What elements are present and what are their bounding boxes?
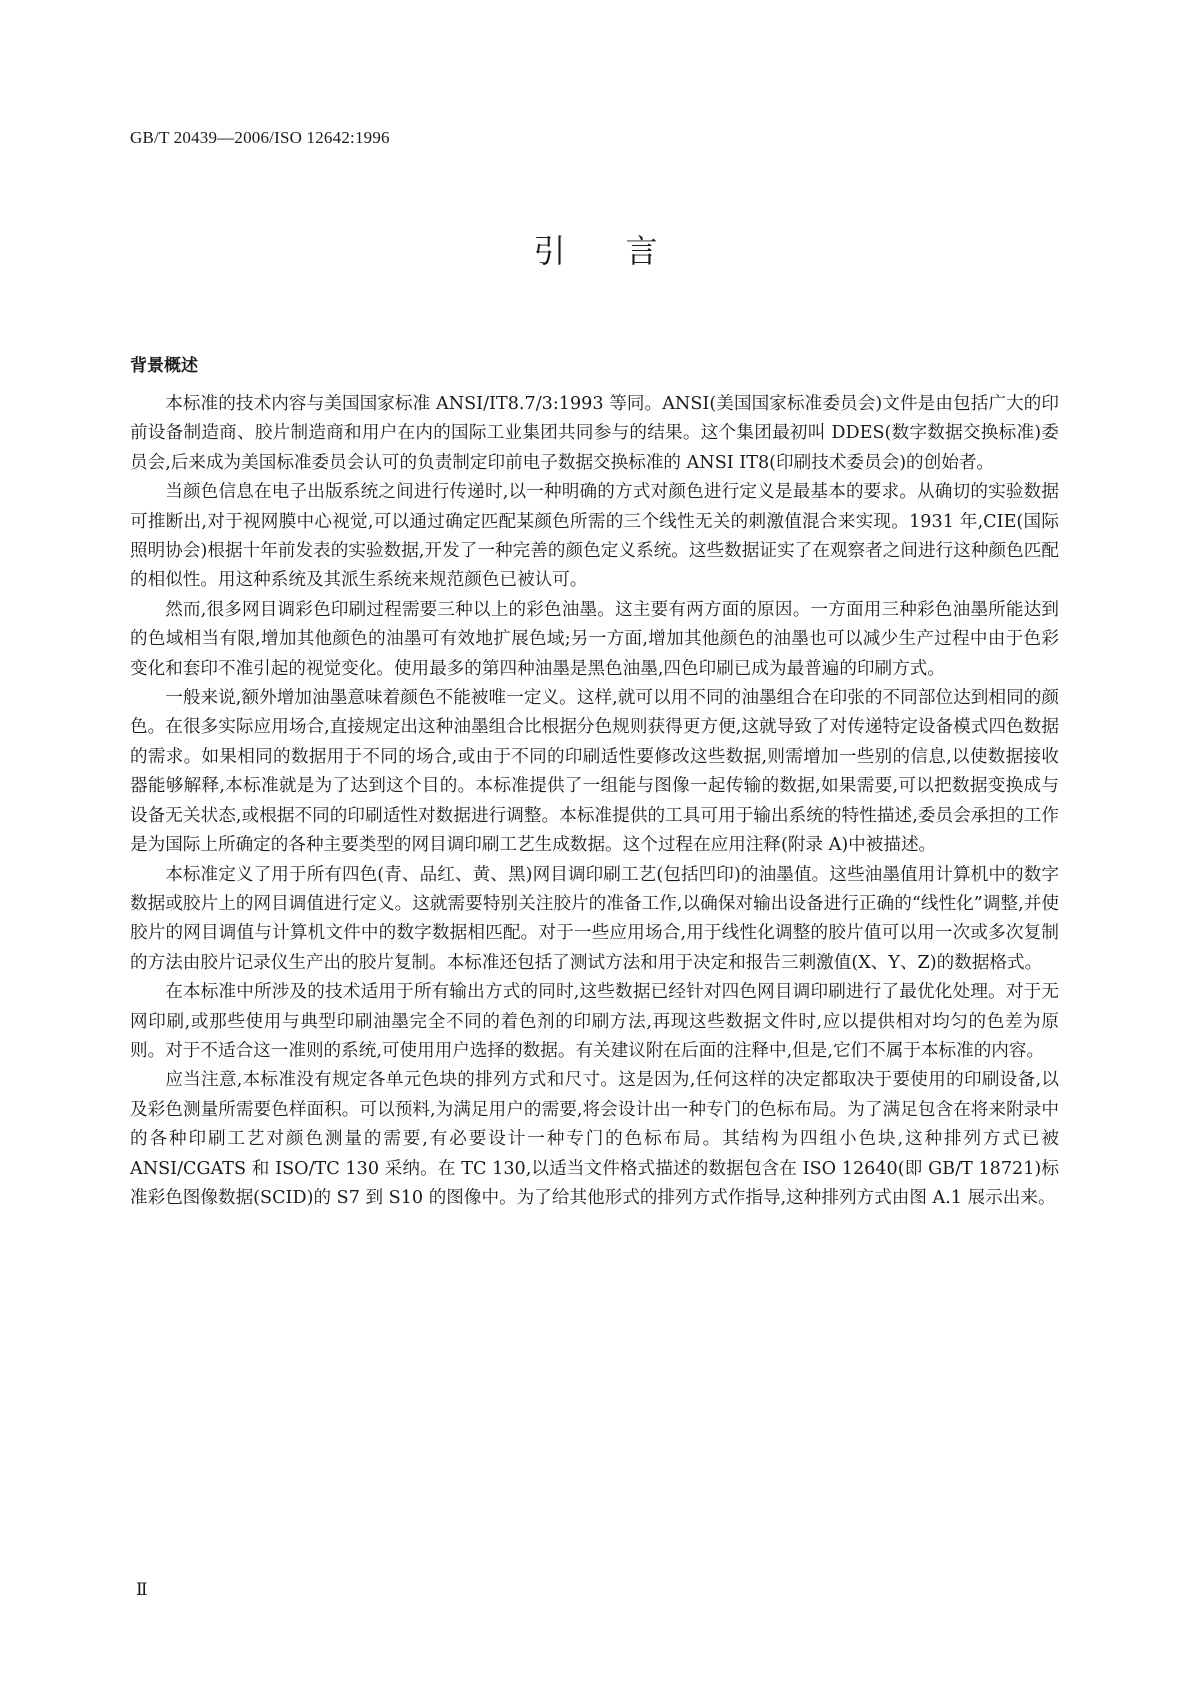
body-text bbox=[130, 390, 1059, 1213]
paragraph-5: 本标准定义了用于所有四色(青、品红、黄、黑)网目调印刷工艺(包括凹印)的油墨值。这些油墨值用计算机中的数字数据或胶片上的网目调值进行定义。这就需要特别关注胶片的准备工作,以确保对输出设备进行正确的“线性化”调整,并使胶片的网目调值与计算机文件中的数字数据相匹配。对于一些应用场合,用于线性化调整的胶片值可以用一次或多次复制的方法由胶片记录仪生产出的胶片复制。本标准还包括了测试方法和用于决定和报告三刺激值(X、Y、Z)的数据格式。 bbox=[130, 864, 1059, 973]
document-header-code: GB/T 20439—2006/ISO 12642:1996 bbox=[130, 128, 390, 147]
section-heading-background: 背景概述 bbox=[130, 356, 198, 376]
paragraph-3: 然而,很多网目调彩色印刷过程需要三种以上的彩色油墨。这主要有两方面的原因。一方面用三种彩色油墨所能达到的色域相当有限,增加其他颜色的油墨可有效地扩展色域;另一方面,增加其他颜色的油墨也可以减少生产过程中由于色彩变化和套印不准引起的视觉变化。使用最多的第四种油墨是黑色油墨,四色印刷已成为最普遍的印刷方式。 bbox=[130, 599, 1059, 679]
paragraph-2: 当颜色信息在电子出版系统之间进行传递时,以一种明确的方式对颜色进行定义是最基本的要求。从确切的实验数据可推断出,对于视网膜中心视觉,可以通过确定匹配某颜色所需的三个线性无关的刺激值混合来实现。1931 年,CIE(国际照明协会)根据十年前发表的实验数据,开发了一种完善的颜色定义系统。这些数据证实了在观察者之间进行这种颜色匹配的相似性。用这种系统及其派生系统来规范颜色已被认可。 bbox=[130, 482, 1059, 591]
paragraph-7: 应当注意,本标准没有规定各单元色块的排列方式和尺寸。这是因为,任何这样的决定都取决于要使用的印刷设备,以及彩色测量所需要色样面积。可以预料,为满足用户的需要,将会设计出一种专门的色标布局。为了满足包含在将来附录中的各种印刷工艺对颜色测量的需要,有必要设计一种专门的色标布局。其结构为四组小色块,这种排列方式已被 ANSI/CGATS 和 ISO/TC 130 采纳。在 TC 130,以适当文件格式描述的数据包含在 ISO 12640(即 GB/T 18721)标准彩色图像数据(SCID)的 S7 到 S10 的图像中。为了给其他形式的排列方式作指导,这种排列方式由图 A.1 展示出来。 bbox=[130, 1070, 1059, 1208]
paragraph-4: 一般来说,额外增加油墨意味着颜色不能被唯一定义。这样,就可以用不同的油墨组合在印张的不同部位达到相同的颜色。在很多实际应用场合,直接规定出这种油墨组合比根据分色规则获得更方便,这就导致了对传递特定设备模式四色数据的需求。如果相同的数据用于不同的场合,或由于不同的印刷适性要修改这些数据,则需增加一些别的信息,以使数据接收器能够解释,本标准就是为了达到这个目的。本标准提供了一组能与图像一起传输的数据,如果需要,可以把数据变换成与设备无关状态,或根据不同的印刷适性对数据进行调整。本标准提供的工具可用于输出系统的特性描述,委员会承担的工作是为国际上所确定的各种主要类型的网目调印刷工艺生成数据。这个过程在应用注释(附录 A)中被描述。 bbox=[130, 688, 1059, 856]
paragraph-6: 在本标准中所涉及的技术适用于所有输出方式的同时,这些数据已经针对四色网目调印刷进行了最优化处理。对于无网印刷,或那些使用与典型印刷油墨完全不同的着色剂的印刷方法,再现这些数据文件时,应以提供相对均匀的色差为原则。对于不适合这一准则的系统,可使用用户选择的数据。有关建议附在后面的注释中,但是,它们不属于本标准的内容。 bbox=[130, 982, 1059, 1061]
page-title: 引言 bbox=[533, 232, 718, 270]
paragraph-1: 本标准的技术内容与美国国家标准 ANSI/IT8.7/3:1993 等同。ANSI(美国国家标准委员会)文件是由包括广大的印前设备制造商、胶片制造商和用户在内的国际工业集团共同参与的结果。这个集团最初叫 DDES(数字数据交换标准)委员会,后来成为美国标准委员会认可的负责制定印前电子数据交换标准的 ANSI IT8(印刷技术委员会)的创始者。 bbox=[130, 394, 1059, 473]
page-number: Ⅱ bbox=[136, 1580, 148, 1599]
